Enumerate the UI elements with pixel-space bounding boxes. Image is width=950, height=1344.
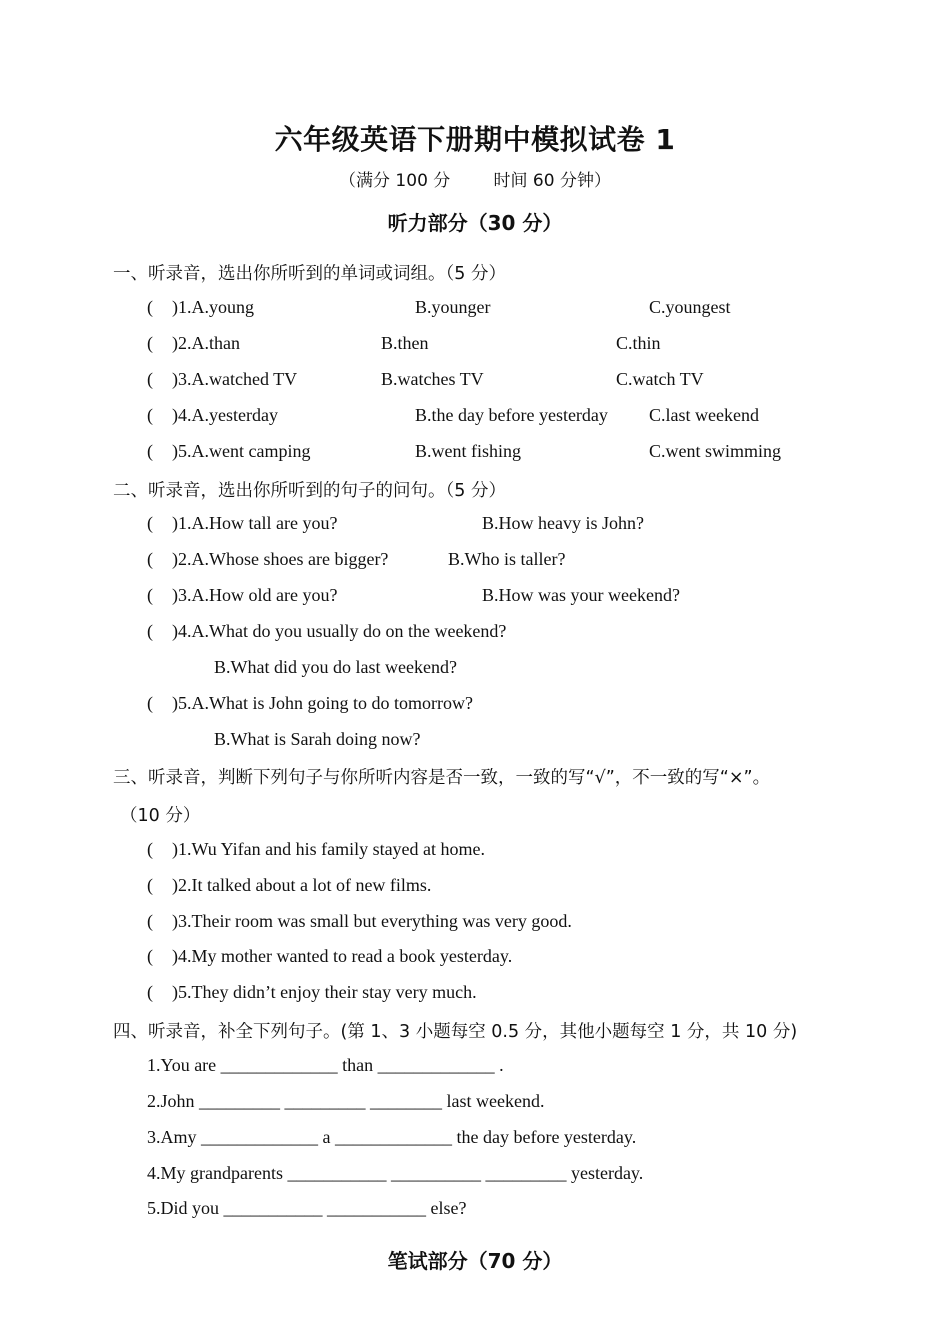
answer-bracket: ( — [147, 513, 153, 533]
answer-bracket: ( — [147, 621, 153, 641]
s4-q5-sentence: 5.Did you ___________ ___________ else? — [147, 1198, 467, 1218]
s2-q3-option-b: B.How was your weekend? — [482, 585, 680, 605]
s2-q2-option-b: B.Who is taller? — [448, 549, 566, 569]
s4-q4-sentence: 4.My grandparents ___________ __________ _________ yesterday. — [147, 1163, 644, 1183]
answer-bracket: ( — [147, 875, 153, 895]
answer-bracket: ( — [147, 549, 153, 569]
s1-q4-option-a: )4.A.yesterday — [172, 405, 278, 425]
s1-q2-option-a: )2.A.than — [172, 333, 240, 353]
answer-bracket: ( — [147, 946, 153, 966]
s1-q2-option-b: B.then — [381, 333, 429, 353]
answer-bracket: ( — [147, 333, 153, 353]
section-2-heading: 二、听录音，选出你所听到的句子的问句。（5 分） — [113, 481, 506, 501]
s4-q2-sentence: 2.John _________ _________ ________ last weekend. — [147, 1091, 545, 1111]
answer-bracket: ( — [147, 405, 153, 425]
section-4-heading: 四、听录音，补全下列句子。(第 1、3 小题每空 0.5 分，其他小题每空 1 分，共 10 分) — [113, 1022, 798, 1042]
s2-q2-option-a: )2.A.Whose shoes are bigger? — [172, 549, 389, 569]
s1-q1-option-b: B.younger — [415, 297, 491, 317]
answer-bracket: ( — [147, 585, 153, 605]
answer-bracket: ( — [147, 369, 153, 389]
s1-q3-option-a: )3.A.watched TV — [172, 369, 298, 389]
section-3-points: （10 分） — [120, 806, 201, 826]
s1-q3-option-c: C.watch TV — [616, 369, 704, 389]
s4-q1-sentence: 1.You are _____________ than _____________ . — [147, 1055, 504, 1075]
s3-q4-statement: )4.My mother wanted to read a book yesterday. — [172, 946, 513, 966]
listening-part-heading: 听力部分（30 分） — [387, 211, 563, 235]
s2-q5-option-b: B.What is Sarah doing now? — [214, 729, 421, 749]
answer-bracket: ( — [147, 911, 153, 931]
s1-q3-option-b: B.watches TV — [381, 369, 484, 389]
s1-q1-option-a: )1.A.young — [172, 297, 254, 317]
writing-part-heading: 笔试部分（70 分） — [387, 1249, 563, 1273]
section-3-heading: 三、听录音，判断下列句子与你所听内容是否一致，一致的写“√”，不一致的写“×”。 — [113, 768, 771, 788]
s2-q4-option-a: )4.A.What do you usually do on the weekend? — [172, 621, 507, 641]
s3-q2-statement: )2.It talked about a lot of new films. — [172, 875, 432, 895]
page-title: 六年级英语下册期中模拟试卷 1 — [274, 123, 676, 156]
s1-q5-option-c: C.went swimming — [649, 441, 782, 461]
section-1-heading: 一、听录音，选出你所听到的单词或词组。（5 分） — [113, 264, 506, 284]
answer-bracket: ( — [147, 297, 153, 317]
s2-q1-option-b: B.How heavy is John? — [482, 513, 644, 533]
s2-q1-option-a: )1.A.How tall are you? — [172, 513, 338, 533]
s1-q2-option-c: C.thin — [616, 333, 661, 353]
s4-q3-sentence: 3.Amy _____________ a _____________ the day before yesterday. — [147, 1127, 637, 1147]
s2-q3-option-a: )3.A.How old are you? — [172, 585, 338, 605]
s1-q1-option-c: C.youngest — [649, 297, 731, 317]
answer-bracket: ( — [147, 441, 153, 461]
s3-q5-statement: )5.They didn’t enjoy their stay very much. — [172, 982, 477, 1002]
s2-q5-option-a: )5.A.What is John going to do tomorrow? — [172, 693, 473, 713]
s1-q5-option-b: B.went fishing — [415, 441, 521, 461]
answer-bracket: ( — [147, 693, 153, 713]
exam-info: （满分 100 分 时间 60 分钟） — [339, 171, 611, 191]
s3-q1-statement: )1.Wu Yifan and his family stayed at home. — [172, 839, 486, 859]
answer-bracket: ( — [147, 982, 153, 1002]
answer-bracket: ( — [147, 839, 153, 859]
s1-q4-option-c: C.last weekend — [649, 405, 759, 425]
s2-q4-option-b: B.What did you do last weekend? — [214, 657, 457, 677]
s3-q3-statement: )3.Their room was small but everything was very good. — [172, 911, 572, 931]
s1-q5-option-a: )5.A.went camping — [172, 441, 311, 461]
s1-q4-option-b: B.the day before yesterday — [415, 405, 608, 425]
